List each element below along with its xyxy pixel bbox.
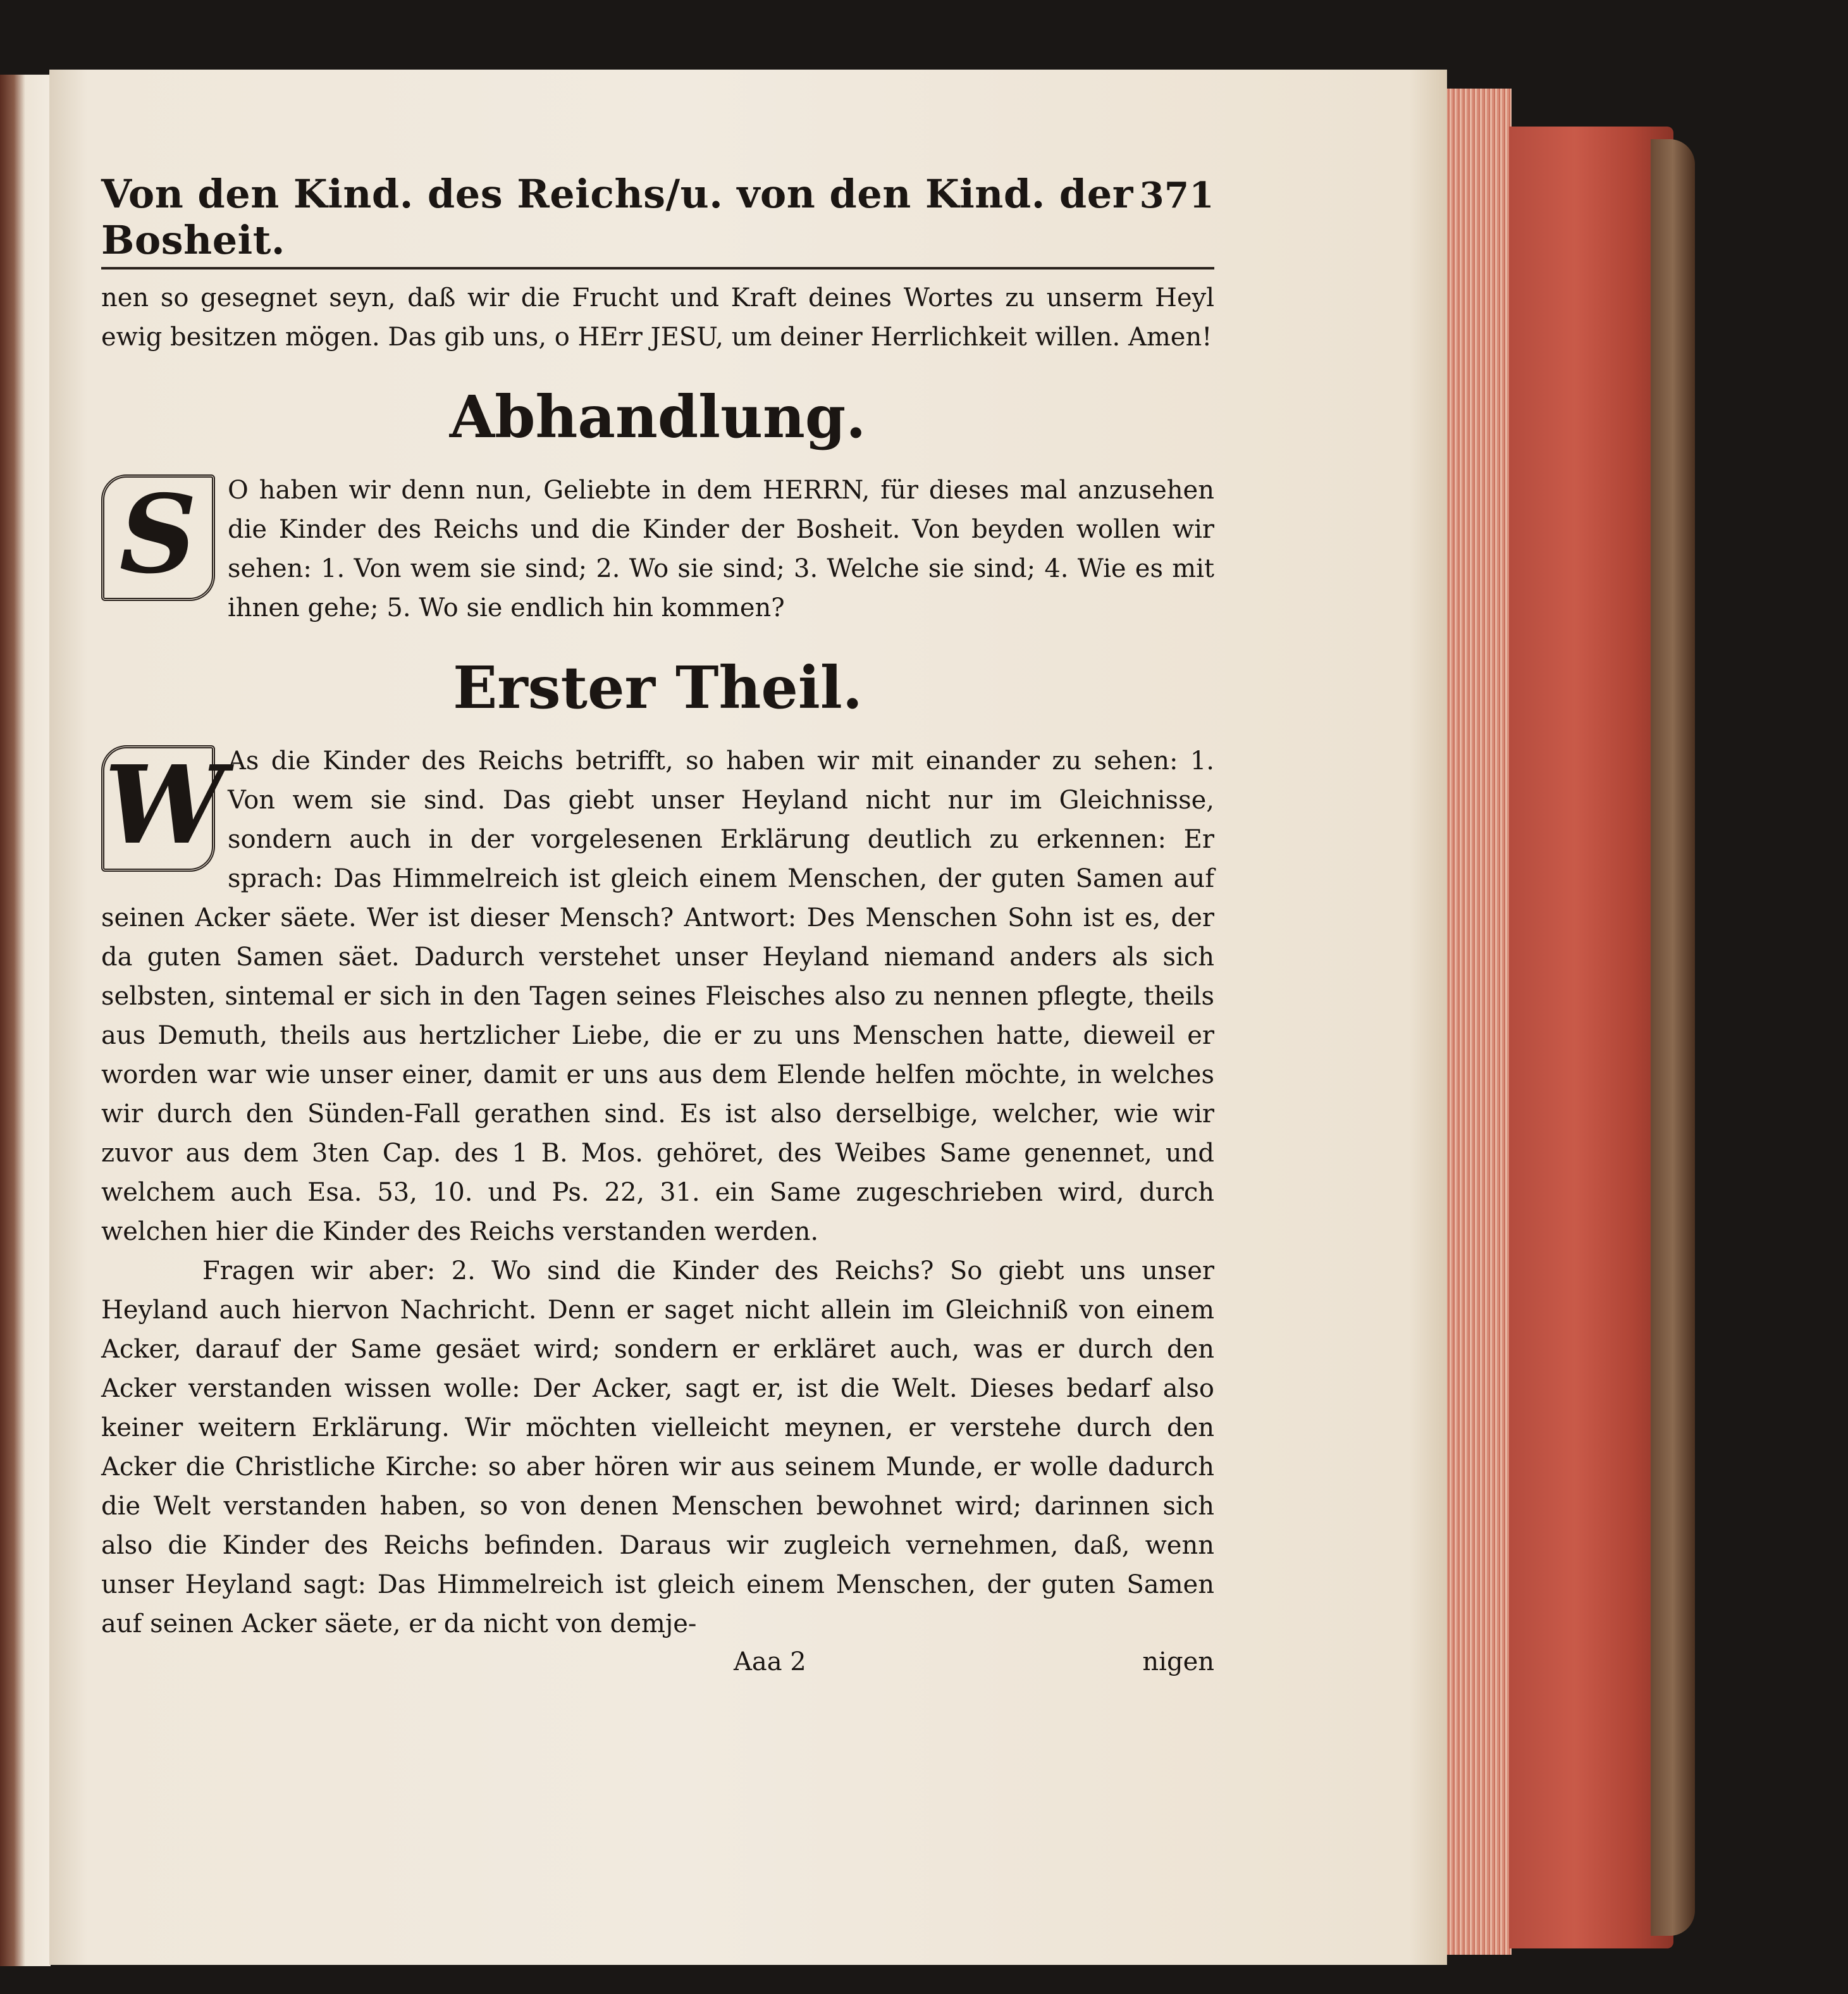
facing-page-edge [0,75,51,1966]
book-cover [1651,139,1695,1936]
page-number: 371 [1139,175,1214,216]
running-head-title: Von den Kind. des Reichs/u. von den Kind. der Bosheit. [101,171,1133,263]
catchword: nigen [1142,1647,1214,1676]
abhandlung-block [101,471,1214,628]
erster-theil-paragraph: As die Kinder des Reichs betrifft, so haben wir mit einander zu sehen: 1. Von wem sie sind. Das giebt unser Heyland nicht nur im Gleichnisse, sondern auch in der vorgelesenen Erklärung deutlich zu erkennen: Er sprach: Das Himmelreich ist gleich einem Menschen, der guten Samen auf seinen Acker säete. Wer ist dieser Mensch? Antwort: Des Menschen Sohn ist es, der da guten Samen säet. Dadurch verstehet unser Heyland niemand anders als sich selbsten, sintemal er sich in den Tagen seines Fleisches also zu nennen pflegte, theils aus Demuth, theils aus hertzlicher Liebe, die er zu uns Menschen hatte, dieweil er worden war wie unser einer, damit er uns aus dem Elende helfen möchte, in welches wir durch den Sünden-Fall gerathen sind. Es ist also derselbige, welcher, wie wir zuvor aus dem 3ten Cap. des 1 B. Mos. gehöret, des Weibes Same genennet, und welchem auch Esa. 53, 10. und Ps. 22, 31. ein Same zugeschrieben wird, durch welchen hier die Kinder des Reichs verstanden werden. [101,746,1214,1246]
second-paragraph: Fragen wir aber: 2. Wo sind die Kinder des Reichs? So giebt uns unser Heyland auch hiervon Nachricht. Denn er saget nicht allein im Gleichniß von einem Acker, darauf der Same gesäet wird; sondern er erkläret auch, was er durch den Acker verstanden wissen wolle: Der Acker, sagt er, ist die Welt. Dieses bedarf also keiner weitern Erklärung. Wir möchten vielleicht meynen, er verstehe durch den Acker die Christliche Kirche: so aber hören wir aus seinem Munde, er wolle dadurch die Welt verstanden haben, so von denen Menschen bewohnet wird; darinnen sich also die Kinder des Reichs befinden. Daraus wir zugleich vernehmen, daß, wenn unser Heyland sagt: Das Himmelreich ist gleich einem Menschen, der guten Samen auf seinen Acker säete, er da nicht von demje- [101,1256,1214,1638]
decorated-initial: S [101,474,215,601]
page-content [101,171,1214,1676]
erster-theil-block [101,741,1214,1644]
section-title-abhandlung: Abhandlung. [449,383,866,451]
running-head [101,171,1214,269]
decorated-initial: W [101,745,215,872]
opening-paragraph: nen so gesegnet seyn, daß wir die Frucht und Kraft deines Wortes zu unserm Heyl ewig besitzen mögen. Das gib uns, o HErr JESU, um deiner Herrlichkeit willen. Amen! [101,283,1214,352]
page-footer [101,1647,1214,1676]
red-stained-edge [1509,127,1673,1948]
signature-mark: Aaa 2 [734,1647,806,1676]
section-title-erster-theil: Erster Theil. [453,653,863,722]
abhandlung-paragraph: O haben wir denn nun, Geliebte in dem HERRN, für dieses mal anzusehen die Kinder des Reichs und die Kinder der Bosheit. Von beyden wollen wir sehen: 1. Von wem sie sind; 2. Wo sie sind; 3. Welche sie sind; 4. Wie es mit ihnen gehe; 5. Wo sie endlich hin kommen? [228,476,1214,622]
